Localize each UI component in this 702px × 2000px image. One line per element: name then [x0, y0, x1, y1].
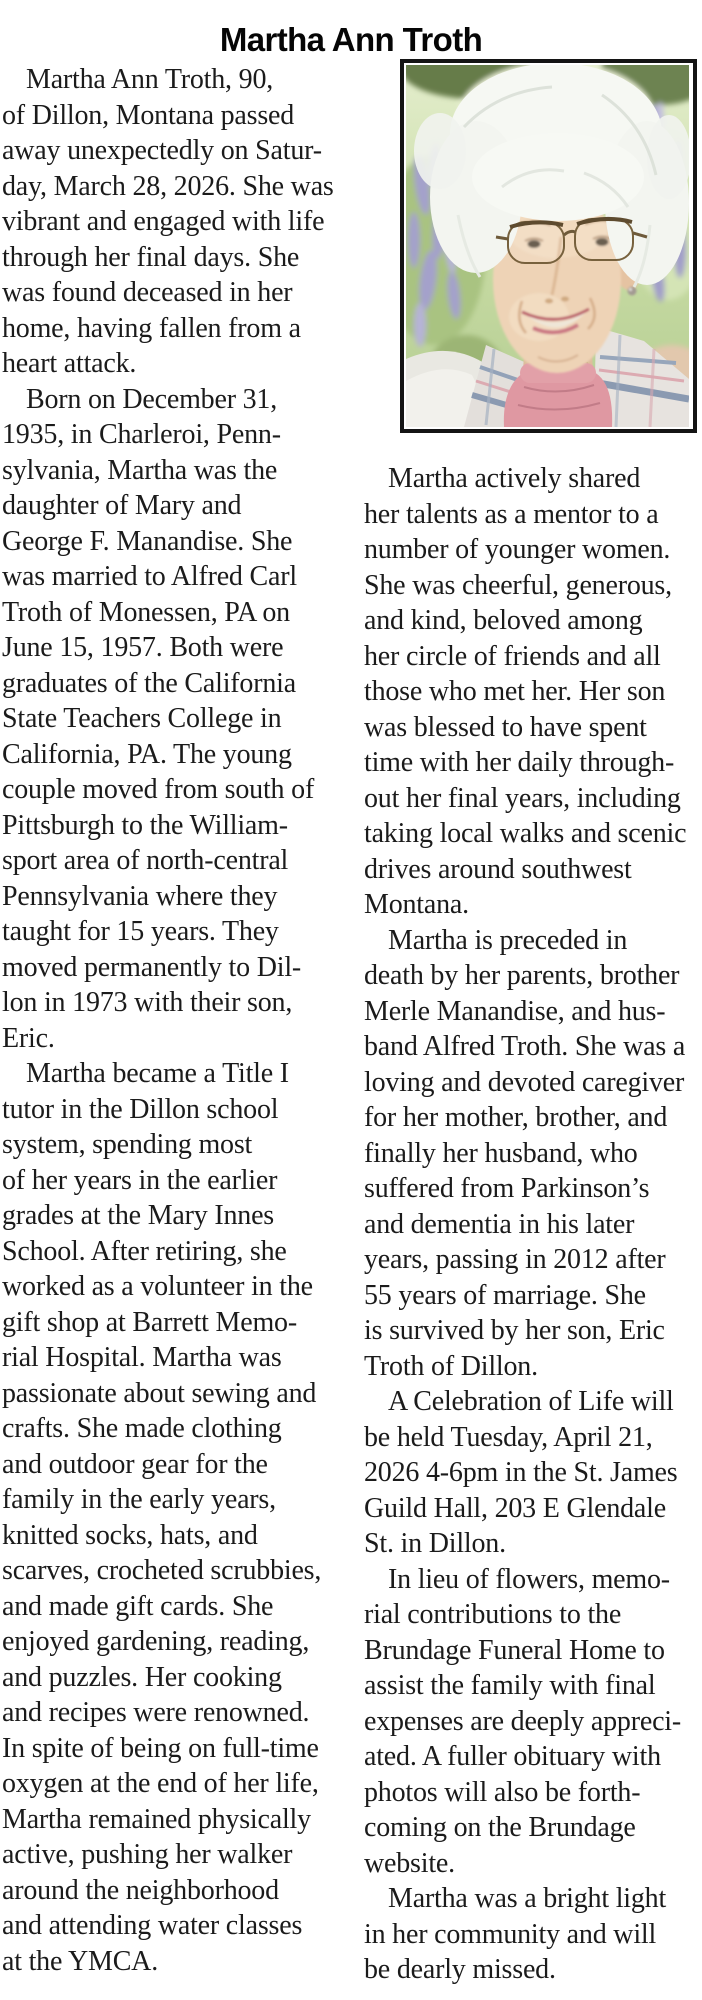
text-line: time with her daily through- [364, 747, 675, 778]
text-line: Brundage Funeral Home to [364, 1634, 665, 1666]
text-line: be held Tuesday, April 21, [364, 1421, 653, 1453]
text-line: those who met her. Her son [364, 676, 666, 707]
text-line: and attending water classes [2, 1910, 303, 1941]
text-line: Eric. [2, 1022, 55, 1054]
text-line: sylvania, Martha was the [2, 454, 278, 486]
text-line: expenses are deeply appreci- [364, 1705, 682, 1737]
text-line: assist the family with final [364, 1670, 656, 1701]
text-line: be dearly missed. [364, 1954, 556, 1985]
text-line: enjoyed gardening, reading, [2, 1626, 310, 1657]
text-line: and outdoor gear for the [2, 1448, 268, 1480]
text-line: in her community and will [364, 1918, 657, 1950]
obituary-column-left [2, 62, 351, 1979]
text-line: number of younger women. [364, 534, 671, 565]
text-line: Martha became a Title I [26, 1058, 289, 1089]
text-line: Montana. [364, 889, 469, 920]
text-line: system, spending most [2, 1129, 253, 1160]
text-line: coming on the Brundage [364, 1812, 636, 1843]
text-line: out her final years, including [364, 782, 681, 814]
text-line: moved permanently to Dil- [2, 951, 302, 983]
text-line: taking local walks and scenic [364, 818, 687, 849]
text-line: passionate about sewing and [2, 1377, 317, 1409]
text-line: oxygen at the end of her life, [2, 1768, 319, 1799]
text-line: worked as a volunteer in the [2, 1271, 313, 1302]
text-line: California, PA. The young [2, 738, 292, 770]
text-line: through her final days. She [2, 241, 300, 273]
text-line: tutor in the Dillon school [2, 1093, 279, 1125]
portrait-photo-illustration [406, 65, 689, 427]
text-line: ated. A fuller obituary with [364, 1741, 661, 1772]
text-line: suffered from Parkinson’s [364, 1173, 650, 1204]
text-line: grades at the Mary Innes [2, 1200, 274, 1231]
text-line: home, having fallen from a [2, 312, 301, 344]
text-line: Martha actively shared [388, 463, 641, 494]
text-line: crafts. She made clothing [2, 1413, 282, 1444]
text-line: Martha was a bright light [388, 1883, 667, 1914]
text-line: around the neighborhood [2, 1874, 279, 1906]
text-line: scarves, crocheted scrubbies, [2, 1555, 322, 1586]
text-line: In spite of being on full-time [2, 1732, 319, 1764]
text-line: website. [364, 1847, 455, 1879]
text-line: graduates of the California [2, 667, 296, 699]
text-line: Martha remained physically [2, 1803, 311, 1835]
text-line: 1935, in Charleroi, Penn- [2, 419, 281, 450]
text-line: was found deceased in her [2, 277, 293, 308]
text-line: photos will also be forth- [364, 1776, 641, 1808]
text-line: her circle of friends and all [364, 640, 661, 672]
text-line: and dementia in his later [364, 1208, 635, 1240]
text-line: years, passing in 2012 after [364, 1244, 666, 1275]
text-line: active, pushing her walker [2, 1839, 293, 1870]
text-line: A Celebration of Life will [388, 1386, 674, 1417]
text-line: June 15, 1957. Both were [2, 632, 284, 663]
text-line: 2026 4-6pm in the St. James [364, 1457, 678, 1488]
text-line: Merle Manandise, and hus- [364, 995, 666, 1027]
text-line: couple moved from south of [2, 774, 315, 805]
text-line: for her mother, brother, and [364, 1102, 668, 1133]
text-line: at the YMCA. [2, 1945, 158, 1977]
text-line: School. After retiring, she [2, 1235, 287, 1267]
text-line: of her years in the earlier [2, 1164, 278, 1196]
text-line: Troth of Monessen, PA on [2, 596, 290, 628]
text-line: loving and devoted caregiver [364, 1066, 685, 1098]
text-line: Pennsylvania where they [2, 880, 278, 912]
text-line: Pittsburgh to the William- [2, 809, 288, 841]
text-line: heart attack. [2, 348, 137, 379]
text-line: day, March 28, 2026. She was [2, 170, 334, 202]
text-line: Martha Ann Troth, 90, [26, 64, 274, 95]
text-line: rial contributions to the [364, 1599, 622, 1630]
text-line: Guild Hall, 203 E Glendale [364, 1492, 666, 1524]
text-line: Born on December 31, [26, 383, 278, 415]
text-line: gift shop at Barrett Memo- [2, 1306, 297, 1338]
obituary-title: Martha Ann Troth [219, 21, 483, 59]
text-line: She was cheerful, generous, [364, 569, 672, 601]
obituary-column-right [364, 461, 702, 1988]
text-line: knitted socks, hats, and [2, 1519, 258, 1551]
text-line: band Alfred Troth. She was a [364, 1031, 686, 1062]
text-line: was married to Alfred Carl [2, 561, 297, 592]
text-line: lon in 1973 with their son, [2, 987, 293, 1018]
text-line: away unexpectedly on Satur- [2, 135, 322, 166]
text-line: and made gift cards. She [2, 1590, 274, 1622]
text-line: rial Hospital. Martha was [2, 1342, 282, 1373]
text-line: and recipes were renowned. [2, 1697, 310, 1728]
text-line: sport area of north-central [2, 845, 289, 876]
portrait-photo [400, 59, 697, 433]
text-line: St. in Dillon. [364, 1528, 506, 1559]
text-line: and puzzles. Her cooking [2, 1661, 282, 1693]
text-line: is survived by her son, Eric [364, 1315, 665, 1346]
text-line: vibrant and engaged with life [2, 206, 325, 237]
text-line: 55 years of marriage. She [364, 1279, 646, 1311]
text-line: Troth of Dillon. [364, 1350, 538, 1382]
text-line: Martha is preceded in [388, 924, 628, 956]
text-line: George F. Manandise. She [2, 525, 293, 557]
text-line: taught for 15 years. They [2, 916, 279, 947]
text-line: was blessed to have spent [364, 711, 647, 743]
text-line: State Teachers College in [2, 703, 282, 734]
text-line: In lieu of flowers, memo- [388, 1563, 670, 1595]
text-line: finally her husband, who [364, 1137, 638, 1169]
text-line: her talents as a mentor to a [364, 498, 659, 530]
text-line: and kind, beloved among [364, 605, 643, 636]
text-line: death by her parents, brother [364, 960, 680, 991]
text-line: of Dillon, Montana passed [2, 99, 295, 131]
text-line: drives around southwest [364, 853, 632, 885]
text-line: family in the early years, [2, 1484, 276, 1515]
text-line: daughter of Mary and [2, 490, 242, 521]
